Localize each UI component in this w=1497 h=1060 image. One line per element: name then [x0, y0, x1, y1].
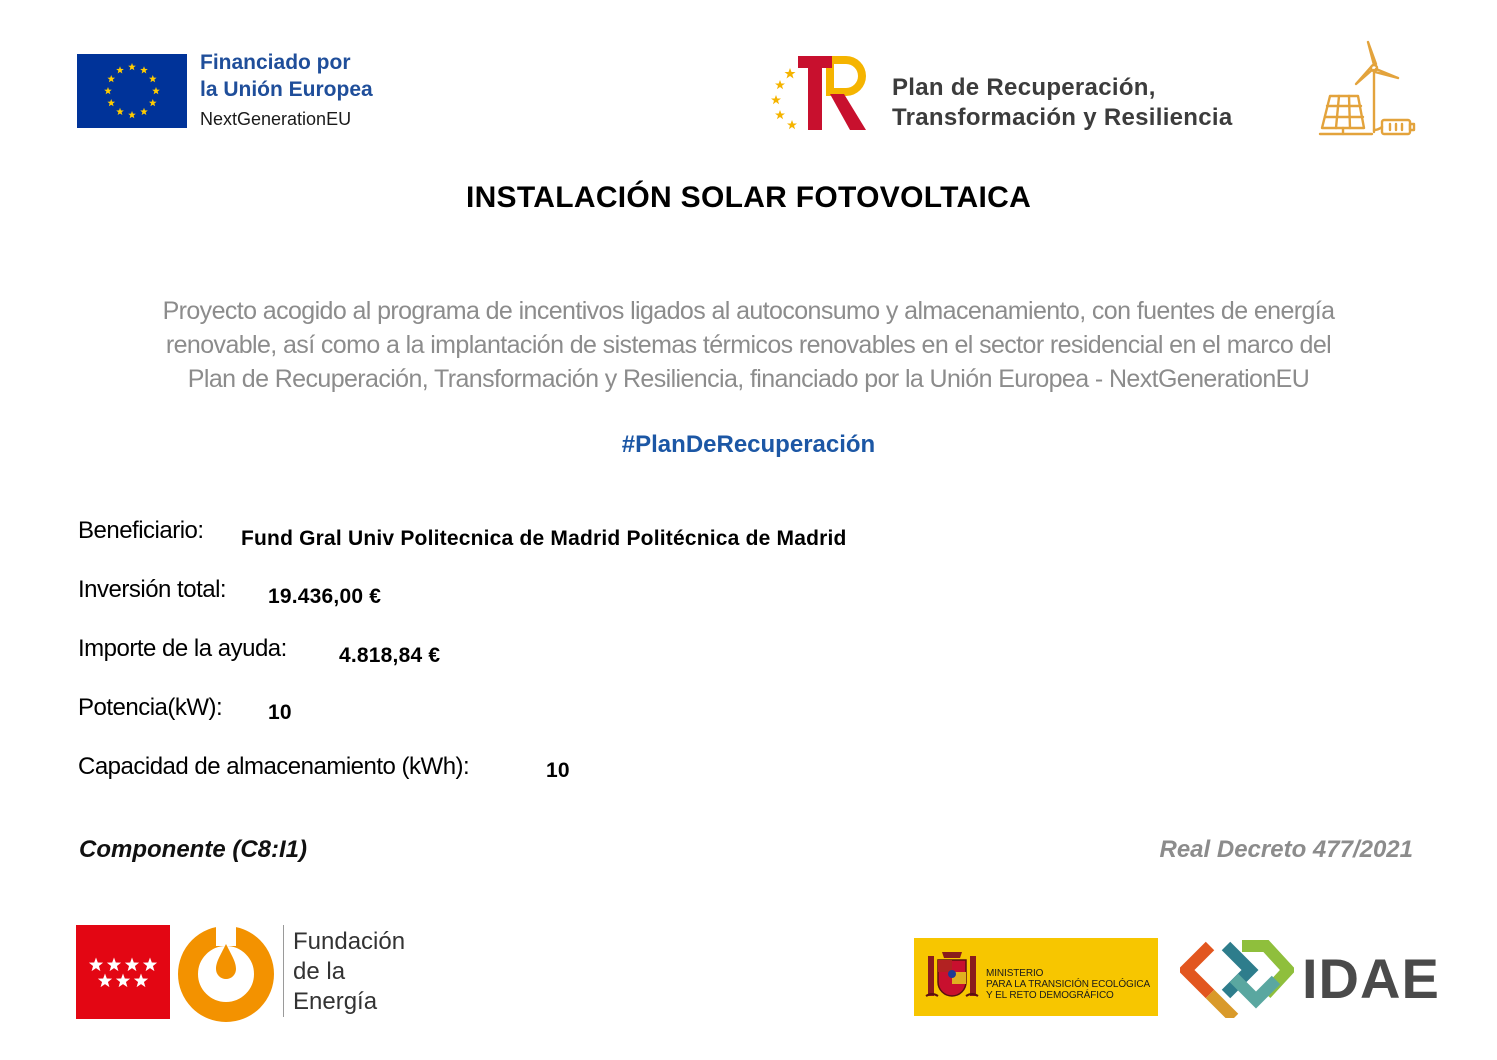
- eu-logo-line3: NextGenerationEU: [200, 109, 352, 129]
- eu-star: [116, 108, 124, 115]
- page-title: INSTALACIÓN SOLAR FOTOVOLTAICA: [465, 181, 1032, 214]
- beneficiary-label: Beneficiario:: [78, 517, 204, 544]
- prtr-logo-line2: Transformación y Resiliencia: [892, 104, 1233, 131]
- aid-amount-label: Importe de la ayuda:: [78, 635, 287, 662]
- eu-star: [107, 75, 115, 82]
- storage-capacity-value: 10: [546, 759, 570, 782]
- fundacion-energia-logo-icon: [176, 922, 276, 1022]
- madrid-star: [125, 958, 139, 972]
- madrid-star: [89, 958, 103, 972]
- eu-star: [152, 87, 160, 94]
- intro-paragraph: [70, 294, 1427, 396]
- comunidad-madrid-flag-icon: [76, 925, 170, 1019]
- ministry-line3: Y EL RETO DEMOGRÁFICO: [986, 990, 1114, 1001]
- royal-decree: Real Decreto 477/2021: [1159, 836, 1413, 863]
- prtr-logo-line1: Plan de Recuperación,: [892, 74, 1156, 101]
- eu-star: [149, 75, 157, 82]
- eu-star: [116, 66, 124, 73]
- eu-star: [140, 66, 148, 73]
- power-value: 10: [268, 701, 292, 724]
- solar-wind-battery-icon: [1316, 40, 1416, 138]
- eu-star: [128, 63, 136, 70]
- eu-star: [140, 108, 148, 115]
- madrid-star: [143, 958, 157, 972]
- eu-star: [107, 99, 115, 106]
- madrid-star: [134, 974, 148, 988]
- madrid-star: [116, 974, 130, 988]
- eu-star: [128, 111, 136, 118]
- ministry-line1: MINISTERIO: [986, 968, 1044, 979]
- aid-amount-value: 4.818,84 €: [339, 644, 441, 667]
- idae-logo-icon: [1180, 938, 1294, 1018]
- eu-star: [104, 87, 112, 94]
- fundacion-line1: Fundación: [293, 928, 406, 955]
- madrid-star: [98, 974, 112, 988]
- intro-line: renovable, así como a la implantación de sistemas térmicos renovables en el sector residencial en el marco del: [165, 331, 1332, 359]
- eu-logo-line2: la Unión Europea: [200, 78, 373, 101]
- idae-wordmark: IDAE: [1302, 947, 1440, 1010]
- beneficiary-value: Fund Gral Univ Politecnica de Madrid Politécnica de Madrid: [241, 527, 847, 550]
- intro-line: Proyecto acogido al programa de incentivos ligados al autoconsumo y almacenamiento, con fuentes de energía: [162, 297, 1335, 325]
- eu-flag-icon: [77, 54, 187, 128]
- power-label: Potencia(kW):: [78, 694, 223, 721]
- storage-capacity-label: Capacidad de almacenamiento (kWh):: [78, 753, 470, 780]
- component-code: Componente (C8:I1): [79, 836, 307, 863]
- madrid-star: [107, 958, 121, 972]
- eu-logo-line1: Financiado por: [200, 51, 351, 74]
- total-investment-value: 19.436,00 €: [268, 585, 382, 608]
- hashtag: #PlanDeRecuperación: [621, 431, 876, 458]
- divider: [283, 925, 284, 1017]
- spain-coat-of-arms-icon: [924, 946, 980, 1008]
- prtr-logo-icon: [768, 54, 872, 132]
- fundacion-line3: Energía: [293, 988, 378, 1015]
- intro-line: Plan de Recuperación, Transformación y Resiliencia, financiado por la Unión Europea - NextGenerationEU: [187, 365, 1310, 393]
- total-investment-label: Inversión total:: [78, 576, 227, 603]
- fundacion-line2: de la: [293, 958, 346, 985]
- eu-star: [149, 99, 157, 106]
- ministry-line2: PARA LA TRANSICIÓN ECOLÓGICA: [986, 979, 1151, 990]
